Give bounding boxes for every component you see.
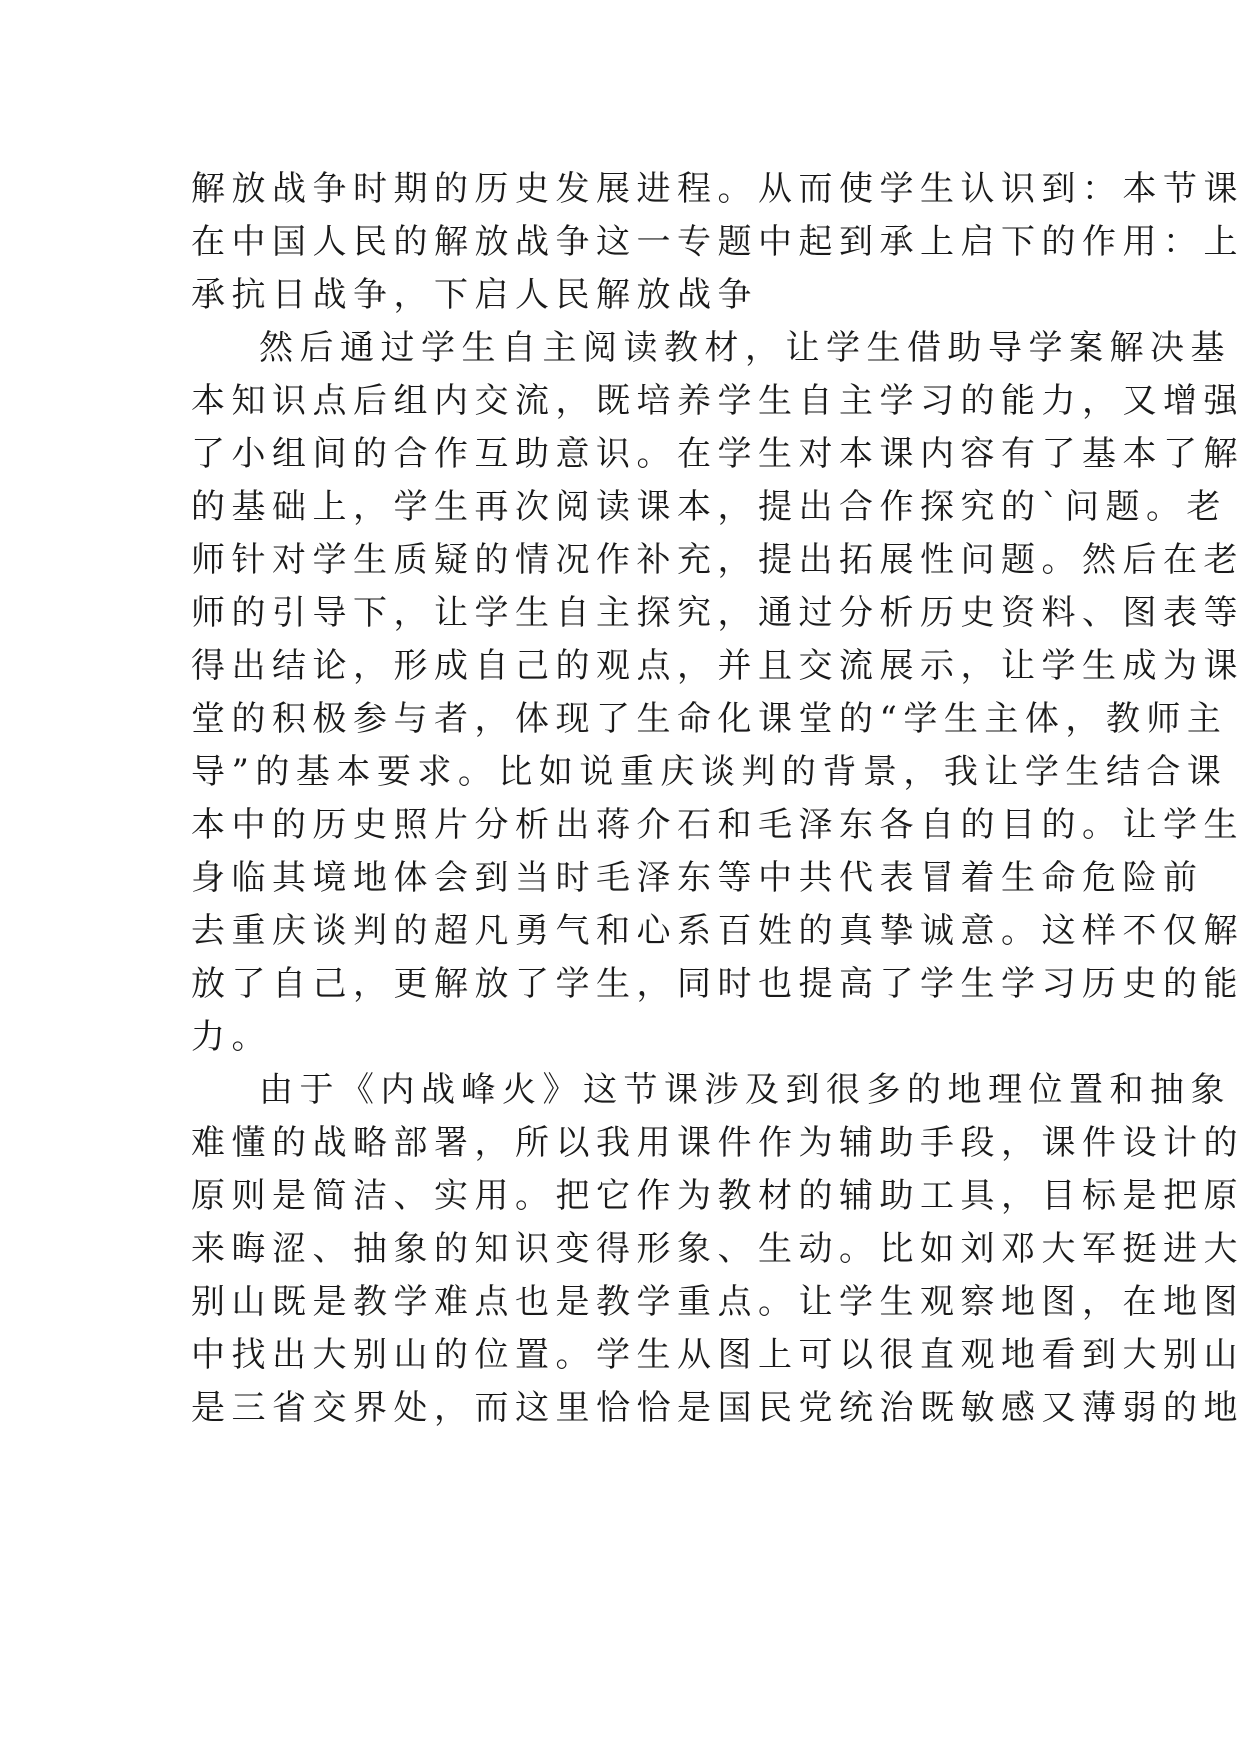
text-line: 解放战争时期的历史发展进程。从而使学生认识到：本节课	[191, 169, 1244, 209]
text-line: 本知识点后组内交流，既培养学生自主学习的能力，又增强	[191, 381, 1244, 421]
text-line: 得出结论，形成自己的观点，并且交流展示，让学生成为课	[191, 646, 1244, 686]
text-line: 导”的基本要求。比如说重庆谈判的背景，我让学生结合课	[191, 752, 1228, 792]
text-line: 去重庆谈判的超凡勇气和心系百姓的真挚诚意。这样不仅解	[191, 911, 1244, 951]
document-body	[191, 163, 1244, 1435]
text-line: 堂的积极参与者，体现了生命化课堂的“学生主体，教师主	[191, 699, 1228, 739]
text-line: 的基础上，学生再次阅读课本，提出合作探究的`问题。老	[191, 487, 1227, 527]
text-line: 然后通过学生自主阅读教材，让学生借助导学案解决基	[259, 328, 1231, 368]
text-line: 本中的历史照片分析出蒋介石和毛泽东各自的目的。让学生	[191, 805, 1244, 845]
text-line: 难懂的战略部署，所以我用课件作为辅助手段，课件设计的	[191, 1123, 1244, 1163]
text-line: 师的引导下，让学生自主探究，通过分析历史资料、图表等	[191, 593, 1244, 633]
text-line: 原则是简洁、实用。把它作为教材的辅助工具，目标是把原	[191, 1176, 1244, 1216]
text-line: 师针对学生质疑的情况作补充，提出拓展性问题。然后在老	[191, 540, 1244, 580]
text-line: 别山既是教学难点也是教学重点。让学生观察地图，在地图	[191, 1282, 1244, 1322]
text-line: 中找出大别山的位置。学生从图上可以很直观地看到大别山	[191, 1335, 1244, 1375]
paragraph-3	[191, 1064, 1244, 1435]
text-line: 放了自己，更解放了学生，同时也提高了学生学习历史的能	[191, 964, 1244, 1004]
text-line: 由于《内战峰火》这节课涉及到很多的地理位置和抽象	[259, 1070, 1231, 1110]
text-line: 是三省交界处，而这里恰恰是国民党统治既敏感又薄弱的地	[191, 1388, 1244, 1428]
text-line: 身临其境地体会到当时毛泽东等中共代表冒着生命危险前	[191, 858, 1204, 898]
paragraph-1	[191, 163, 1244, 322]
text-line: 在中国人民的解放战争这一专题中起到承上启下的作用：上	[191, 222, 1244, 262]
text-line: 来晦涩、抽象的知识变得形象、生动。比如刘邓大军挺进大	[191, 1229, 1244, 1269]
text-line: 力。	[191, 1017, 272, 1057]
text-line: 了小组间的合作互助意识。在学生对本课内容有了基本了解	[191, 434, 1244, 474]
text-line: 承抗日战争，下启人民解放战争	[191, 275, 758, 315]
paragraph-2	[191, 322, 1244, 1064]
